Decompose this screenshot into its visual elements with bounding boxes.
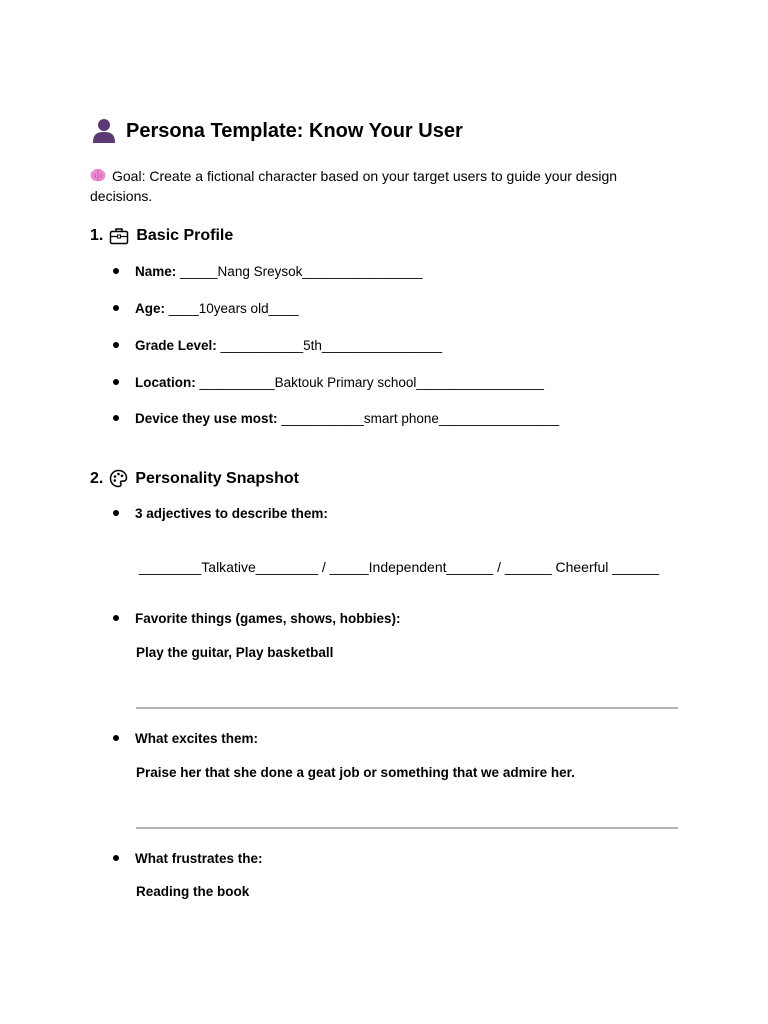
field-label: What excites them: (135, 731, 259, 746)
list-item-age (113, 301, 299, 316)
bullet (113, 268, 119, 274)
excites-answer: Praise her that she done a geat job or something that we admire her. (136, 765, 575, 780)
list-item-device (113, 411, 559, 426)
section-title: Personality Snapshot (135, 469, 299, 487)
field-label: Location: (135, 375, 196, 390)
field-label: Device they use most: (135, 411, 278, 426)
palette-icon (109, 469, 128, 488)
briefcase-icon (109, 227, 129, 245)
goal-text: Goal: Create a fictional character based on your target users to guide your design decisions. (90, 168, 618, 204)
field-value: ___________5th________________ (216, 338, 443, 353)
bullet (113, 615, 119, 621)
person-silhouette-icon (92, 118, 116, 144)
field-value: _____Nang Sreysok________________ (176, 264, 423, 279)
section-number: 2. (90, 469, 104, 487)
list-item-frustrates (113, 851, 263, 866)
bullet (113, 855, 119, 861)
field-label: What frustrates the: (135, 851, 263, 866)
list-item-excites (113, 731, 258, 746)
answer-divider (136, 827, 678, 829)
bullet (113, 415, 119, 421)
list-item-favorites (113, 611, 401, 626)
section-basic-profile-heading (90, 227, 233, 245)
page-title (92, 118, 463, 144)
field-value: ___________smart phone________________ (277, 411, 560, 426)
goal-paragraph (90, 166, 650, 206)
page-title-text: Persona Template: Know Your User (126, 119, 463, 142)
answer-divider (136, 707, 678, 709)
field-label: Age: (135, 301, 165, 316)
favorites-answer: Play the guitar, Play basketball (136, 645, 334, 660)
field-label: Grade Level: (135, 338, 217, 353)
field-label: Favorite things (games, shows, hobbies): (135, 611, 401, 626)
bullet (113, 735, 119, 741)
list-item-location (113, 375, 544, 390)
adjectives-answer: ________Talkative________ / _____Independent______ / ______ Cheerful ______ (139, 559, 660, 575)
bullet (113, 342, 119, 348)
field-label: 3 adjectives to describe them: (135, 506, 328, 521)
field-label: Name: (135, 264, 177, 279)
bullet (113, 379, 119, 385)
section-number: 1. (90, 227, 104, 244)
list-item-name (113, 264, 422, 279)
list-item-adjectives (113, 506, 328, 521)
brain-icon (90, 169, 106, 182)
frustrates-answer: Reading the book (136, 884, 250, 899)
field-value: __________Baktouk Primary school_________________ (195, 375, 545, 390)
bullet (113, 510, 119, 516)
bullet (113, 305, 119, 311)
section-title: Basic Profile (136, 227, 234, 244)
list-item-grade-level (113, 338, 442, 353)
section-personality-heading (90, 469, 299, 488)
field-value: ____10years old____ (165, 301, 299, 316)
